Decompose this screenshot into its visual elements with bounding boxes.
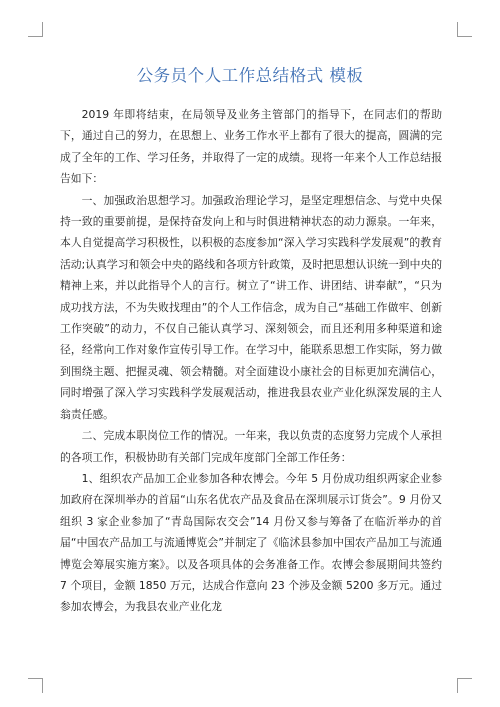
- document-title: 公务员个人工作总结格式 模板: [136, 66, 364, 85]
- crop-mark-top-left: [28, 22, 43, 37]
- paragraph-political-study: 一、加强政治思想学习。加强政治理论学习，是坚定理想信念、与党中央保持一致的重要前提，是保持奋发向上和与时俱进精神状态的动力源泉。一年来，本人自觉提高学习积极性，以积极的态度参加“深入学习实践科学发展观”的教育活动;认真学习和领会中央的路线和各项方针政策，及时把思想认识统一到中央的精神上来，并以此指导个人的言行。树立了“讲工作、讲团结、讲奉献”，“只为成功找方法，不为失败找理由”的个人工作信念，成为自己“基础工作做牢、创新工作突破”的动力，不仅自己能认真学习、深刻领会，而且还利用多种渠道和途径，经常向工作对象作宣传引导工作。在学习中，能联系思想工作实际，努力做到围绕主题、把握灵魂、领会精髓。对全面建设小康社会的目标更加充满信心，同时增强了深入学习实践科学发展观活动，推进我县农业产业化纵深发展的主人翁责任感。: [60, 193, 442, 421]
- document-body: [60, 104, 442, 618]
- crop-mark-bottom-right: [457, 678, 472, 693]
- crop-mark-top-right: [457, 22, 472, 37]
- paragraph-expo-participation: 1、组织农产品加工企业参加各种农博会。今年 5 月份成功组织两家企业参加政府在深圳举办的首届“山东名优农产品及食品在深圳展示订货会”。9 月份又组织 3 家企业参加了“青岛国际农交会”14 月份又参与筹备了在临沂举办的首届“中国农产品加工与流通博览会”并制定了《临沭县参加中国农产品加工与流通博览会筹展实施方案》。以及各项具体的会务准备工作。农博会参展期间共签约 7 个项目，金额 1850 万元，达成合作意向 23 个涉及金额 5200 多万元。通过参加农博会，为我县农业产业化龙: [60, 471, 442, 614]
- paragraph-intro: 2019 年即将结束，在局领导及业务主管部门的指导下，在同志们的帮助下，通过自己的努力，在思想上、业务工作水平上都有了很大的提高，圆满的完成了全年的工作、学习任务，并取得了一定的成绩。现将一年来个人工作总结报告如下：: [60, 108, 442, 186]
- paragraph-job-duties: 二、完成本职岗位工作的情况。一年来，我以负责的态度努力完成个人承担的各项工作，积极协助有关部门完成年度部门全部工作任务：: [60, 429, 442, 464]
- crop-mark-bottom-left: [28, 678, 43, 693]
